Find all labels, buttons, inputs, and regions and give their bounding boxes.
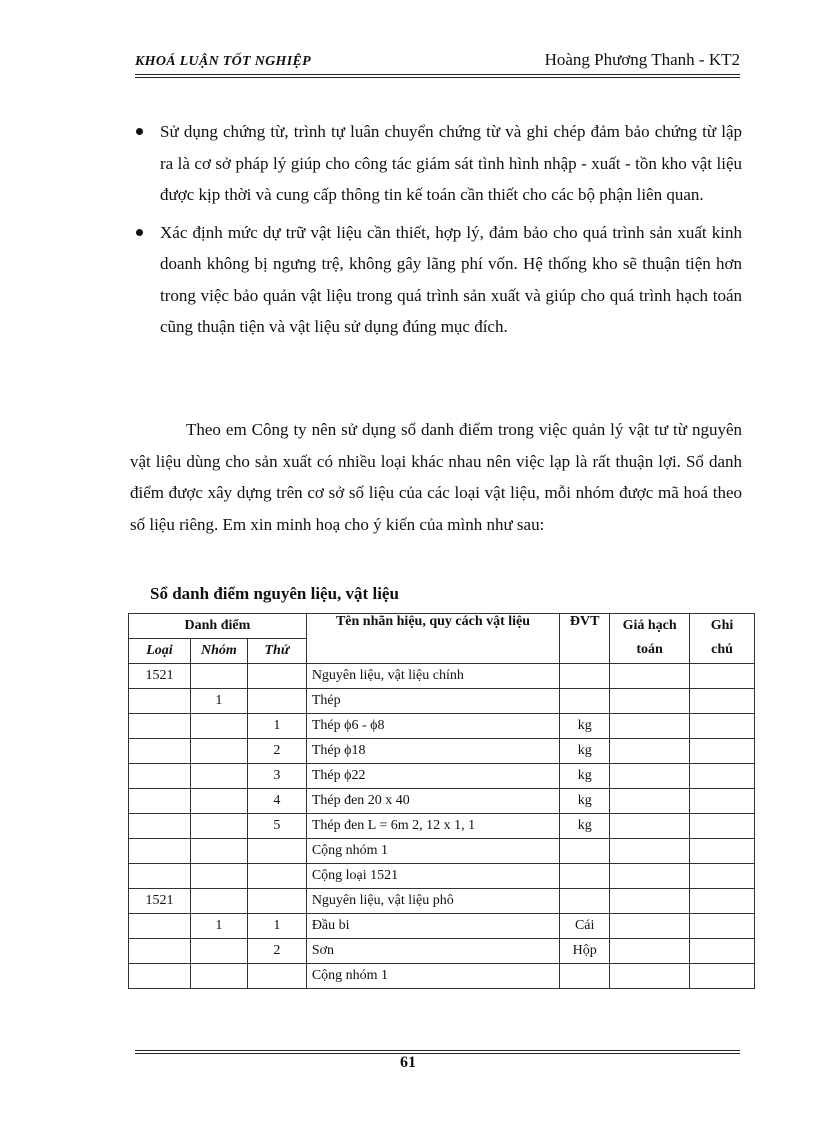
cell-ten: Sơn [306, 939, 559, 964]
bullet-list [130, 116, 742, 343]
cell-loai [129, 964, 191, 989]
cell-thu: 4 [247, 789, 306, 814]
cell-ten: Thép đen L = 6m 2, 12 x 1, 1 [306, 814, 559, 839]
cell-dvt [560, 864, 610, 889]
cell-gia [610, 739, 690, 764]
header-ghichu-line1: Ghi [710, 618, 734, 633]
cell-ghichu [690, 764, 755, 789]
cell-ghichu [690, 814, 755, 839]
cell-thu [247, 839, 306, 864]
cell-ghichu [690, 664, 755, 689]
header-danh-diem: Danh điểm [129, 614, 307, 639]
cell-dvt: kg [560, 789, 610, 814]
cell-nhom [190, 839, 247, 864]
cell-ghichu [690, 689, 755, 714]
cell-ten: Nguyên liệu, vật liệu chính [306, 664, 559, 689]
table-row [129, 739, 755, 764]
cell-thu: 2 [247, 939, 306, 964]
cell-loai [129, 689, 191, 714]
table-row [129, 914, 755, 939]
cell-nhom [190, 889, 247, 914]
cell-ten: Thép ϕ18 [306, 739, 559, 764]
table-row [129, 714, 755, 739]
table-row [129, 964, 755, 989]
cell-gia [610, 889, 690, 914]
cell-dvt [560, 839, 610, 864]
paragraph-block [130, 414, 742, 540]
cell-ten: Thép đen 20 x 40 [306, 789, 559, 814]
bullet-dot-icon [136, 128, 143, 135]
cell-loai [129, 764, 191, 789]
cell-thu: 1 [247, 914, 306, 939]
cell-ten: Thép [306, 689, 559, 714]
bullet-text: Sử dụng chứng từ, trình tự luân chuyển chứng từ và ghi chép đảm bảo chứng từ lập ra là cơ sở pháp lý giúp cho công tác giám sát tình hình nhập - xuất - tồn kho vật liệu được kịp thời và cung cấp thông tin kế toán cần thiết cho các bộ phận liên quan. [160, 122, 742, 204]
cell-nhom [190, 664, 247, 689]
table-row [129, 839, 755, 864]
header-ten: Tên nhãn hiệu, quy cách vật liệu [306, 614, 559, 664]
cell-dvt [560, 664, 610, 689]
cell-thu [247, 864, 306, 889]
cell-dvt: Hộp [560, 939, 610, 964]
cell-dvt: kg [560, 739, 610, 764]
cell-nhom [190, 764, 247, 789]
cell-nhom [190, 964, 247, 989]
cell-gia [610, 814, 690, 839]
cell-ghichu [690, 889, 755, 914]
header-dvt: ĐVT [560, 614, 610, 664]
cell-ten: Thép ϕ22 [306, 764, 559, 789]
cell-loai: 1521 [129, 664, 191, 689]
cell-loai [129, 839, 191, 864]
cell-ghichu [690, 914, 755, 939]
ledger-table [128, 613, 755, 989]
cell-nhom [190, 814, 247, 839]
table-row [129, 864, 755, 889]
cell-ghichu [690, 739, 755, 764]
header-author: Hoàng Phương Thanh - KT2 [544, 50, 740, 69]
cell-dvt [560, 689, 610, 714]
header-gia-hach-toan [610, 614, 690, 664]
cell-nhom: 1 [190, 689, 247, 714]
cell-ghichu [690, 714, 755, 739]
cell-gia [610, 664, 690, 689]
header-loai: Loại [129, 639, 191, 664]
bullet-dot-icon [136, 229, 143, 236]
table-row [129, 789, 755, 814]
cell-thu: 5 [247, 814, 306, 839]
cell-nhom [190, 789, 247, 814]
header-rule-1 [135, 74, 740, 75]
cell-gia [610, 964, 690, 989]
page-header [135, 50, 740, 72]
cell-nhom [190, 939, 247, 964]
header-rule-2 [135, 77, 740, 78]
cell-thu: 2 [247, 739, 306, 764]
cell-gia [610, 864, 690, 889]
body-paragraph: Theo em Công ty nên sử dụng sổ danh điểm trong việc quản lý vật tư từ nguyên vật liệu dùng cho sản xuất có nhiều loại khác nhau nên việc lạp là rất thuận lợi. Sổ danh điểm được xây dựng trên cơ sở số liệu của các loại vật liệu, mỗi nhóm được mã hoá theo số liệu riêng. Em xin minh hoạ cho ý kiến của mình như sau: [130, 420, 742, 534]
bullet-item [130, 116, 742, 211]
table-caption: Sổ danh điểm nguyên liệu, vật liệu [150, 584, 399, 603]
footer-rule-1 [135, 1050, 740, 1051]
cell-loai [129, 814, 191, 839]
cell-loai [129, 789, 191, 814]
cell-thu [247, 664, 306, 689]
cell-gia [610, 839, 690, 864]
cell-gia [610, 714, 690, 739]
cell-ghichu [690, 964, 755, 989]
cell-thu: 3 [247, 764, 306, 789]
table-row [129, 814, 755, 839]
cell-nhom [190, 739, 247, 764]
cell-thu: 1 [247, 714, 306, 739]
bullet-text: Xác định mức dự trữ vật liệu cần thiết, hợp lý, đảm bảo cho quá trình sản xuất kinh doanh không bị ngưng trệ, không gây lãng phí vốn. Hệ thống kho sẽ thuận tiện hơn trong việc bảo quản vật liệu trong quá trình sản xuất và giúp cho quá trình hạch toán cũng thuận tiện và vật liệu sử dụng đúng mục đích. [160, 222, 742, 336]
cell-dvt: kg [560, 814, 610, 839]
header-nhom: Nhóm [190, 639, 247, 664]
cell-ten: Cộng nhóm 1 [306, 839, 559, 864]
cell-gia [610, 764, 690, 789]
cell-dvt [560, 889, 610, 914]
cell-nhom [190, 864, 247, 889]
cell-nhom [190, 714, 247, 739]
cell-gia [610, 689, 690, 714]
cell-dvt: Cái [560, 914, 610, 939]
cell-ten: Nguyên liệu, vật liệu phô [306, 889, 559, 914]
cell-gia [610, 914, 690, 939]
header-ghichu-line2: chú [711, 642, 733, 657]
header-thu: Thứ [247, 639, 306, 664]
cell-loai [129, 864, 191, 889]
table-row [129, 689, 755, 714]
cell-dvt [560, 964, 610, 989]
cell-loai [129, 714, 191, 739]
cell-dvt: kg [560, 764, 610, 789]
cell-loai [129, 739, 191, 764]
cell-gia [610, 939, 690, 964]
cell-ghichu [690, 939, 755, 964]
cell-nhom: 1 [190, 914, 247, 939]
cell-ten: Thép ϕ6 - ϕ8 [306, 714, 559, 739]
cell-dvt: kg [560, 714, 610, 739]
cell-loai: 1521 [129, 889, 191, 914]
header-title: KHOÁ LUẬN TỐT NGHIỆP [135, 54, 311, 69]
header-gia-line2: toán [636, 642, 663, 657]
page-number: 61 [400, 1054, 416, 1071]
cell-thu [247, 964, 306, 989]
cell-thu [247, 889, 306, 914]
cell-ghichu [690, 864, 755, 889]
bullet-item [130, 217, 742, 343]
cell-loai [129, 939, 191, 964]
table-row [129, 939, 755, 964]
header-ghi-chu [690, 614, 755, 664]
table-row [129, 889, 755, 914]
cell-ten: Cộng nhóm 1 [306, 964, 559, 989]
table-row [129, 764, 755, 789]
cell-ten: Đầu bi [306, 914, 559, 939]
cell-ghichu [690, 839, 755, 864]
header-gia-line1: Giá hạch [622, 618, 677, 633]
cell-ten: Cộng loại 1521 [306, 864, 559, 889]
cell-ghichu [690, 789, 755, 814]
cell-gia [610, 789, 690, 814]
table-row [129, 664, 755, 689]
cell-loai [129, 914, 191, 939]
cell-thu [247, 689, 306, 714]
